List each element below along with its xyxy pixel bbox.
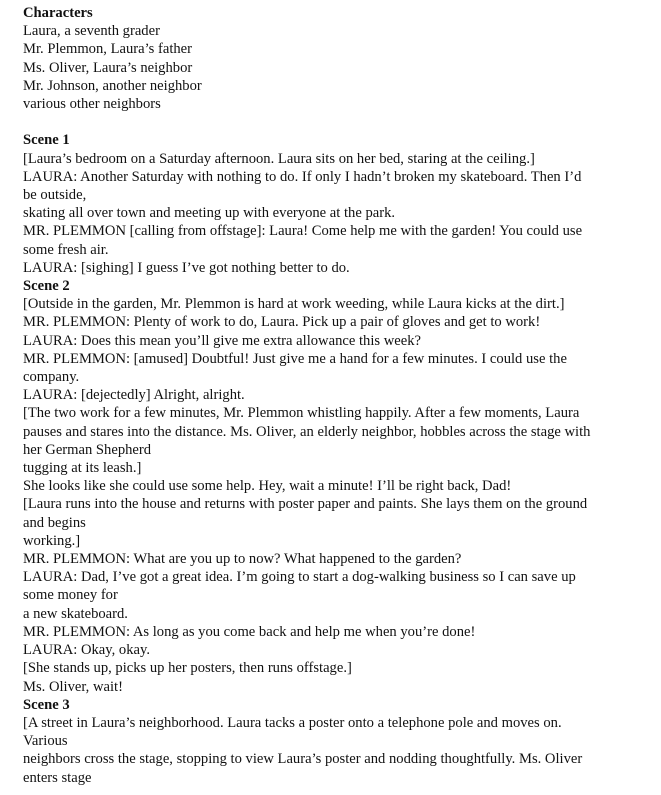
- script-line: LAURA: [sighing] I guess I’ve got nothing better to do.: [23, 259, 350, 276]
- script-line: [Laura runs into the house and returns with poster paper and paints. She lays them on the ground: [23, 496, 588, 513]
- script-line: [Laura’s bedroom on a Saturday afternoon. Laura sits on her bed, staring at the ceiling.]: [23, 150, 535, 167]
- script-line: LAURA: Does this mean you’ll give me extra allowance this week?: [23, 332, 421, 349]
- script-line: She looks like she could use some help. Hey, wait a minute! I’ll be right back, Dad!: [23, 478, 512, 495]
- script-line: Ms. Oliver, wait!: [23, 678, 123, 695]
- scene-2-heading: Scene 2: [23, 278, 70, 295]
- section-spacer: [23, 113, 653, 131]
- script-line: MR. PLEMMON: Plenty of work to do, Laura. Pick up a pair of gloves and get to work!: [23, 314, 541, 331]
- script-line: her German Shepherd: [23, 441, 152, 458]
- character-item: Laura, a seventh grader: [23, 23, 160, 40]
- script-line: MR. PLEMMON: What are you up to now? What happened to the garden?: [23, 551, 462, 568]
- script-line: some money for: [23, 587, 118, 604]
- script-line: company.: [23, 369, 80, 386]
- character-item: Mr. Johnson, another neighbor: [23, 77, 202, 94]
- scene-1-heading: Scene 1: [23, 132, 70, 149]
- script-line: neighbors cross the stage, stopping to view Laura’s poster and nodding thoughtfully. Ms. Oliver: [23, 751, 583, 768]
- play-script-document: [23, 4, 653, 787]
- script-line: LAURA: Okay, okay.: [23, 642, 150, 659]
- script-line: enters stage: [23, 769, 92, 786]
- script-line: pauses and stares into the distance. Ms. Oliver, an elderly neighbor, hobbles across the stage with: [23, 423, 591, 440]
- character-item: various other neighbors: [23, 96, 161, 113]
- characters-heading: Characters: [23, 5, 93, 21]
- script-line: LAURA: Dad, I’ve got a great idea. I’m going to start a dog-walking business so I can save up: [23, 569, 576, 586]
- script-line: [The two work for a few minutes, Mr. Plemmon whistling happily. After a few moments, Laura: [23, 405, 580, 422]
- script-line: MR. PLEMMON: As long as you come back and help me when you’re done!: [23, 623, 476, 640]
- script-line: some fresh air.: [23, 241, 109, 258]
- character-item: Ms. Oliver, Laura’s neighbor: [23, 59, 193, 76]
- script-line: tugging at its leash.]: [23, 460, 142, 477]
- scene-3-heading: Scene 3: [23, 696, 70, 713]
- script-line: [A street in Laura’s neighborhood. Laura tacks a poster onto a telephone pole and moves on.: [23, 714, 562, 731]
- character-item: Mr. Plemmon, Laura’s father: [23, 41, 193, 58]
- script-line: MR. PLEMMON [calling from offstage]: Laura! Come help me with the garden! You could use: [23, 223, 583, 240]
- script-line: [Outside in the garden, Mr. Plemmon is hard at work weeding, while Laura kicks at the dirt.]: [23, 296, 565, 313]
- script-line: MR. PLEMMON: [amused] Doubtful! Just give me a hand for a few minutes. I could use the: [23, 350, 567, 367]
- script-line: LAURA: Another Saturday with nothing to do. If only I hadn’t broken my skateboard. Then I’d: [23, 168, 582, 185]
- script-line: working.]: [23, 532, 81, 549]
- script-line: be outside,: [23, 187, 87, 204]
- script-line: and begins: [23, 514, 86, 531]
- script-line: skating all over town and meeting up with everyone at the park.: [23, 205, 396, 222]
- script-line: Various: [23, 733, 68, 750]
- script-line: a new skateboard.: [23, 605, 128, 622]
- script-line: [She stands up, picks up her posters, then runs offstage.]: [23, 660, 352, 677]
- script-line: LAURA: [dejectedly] Alright, alright.: [23, 387, 245, 404]
